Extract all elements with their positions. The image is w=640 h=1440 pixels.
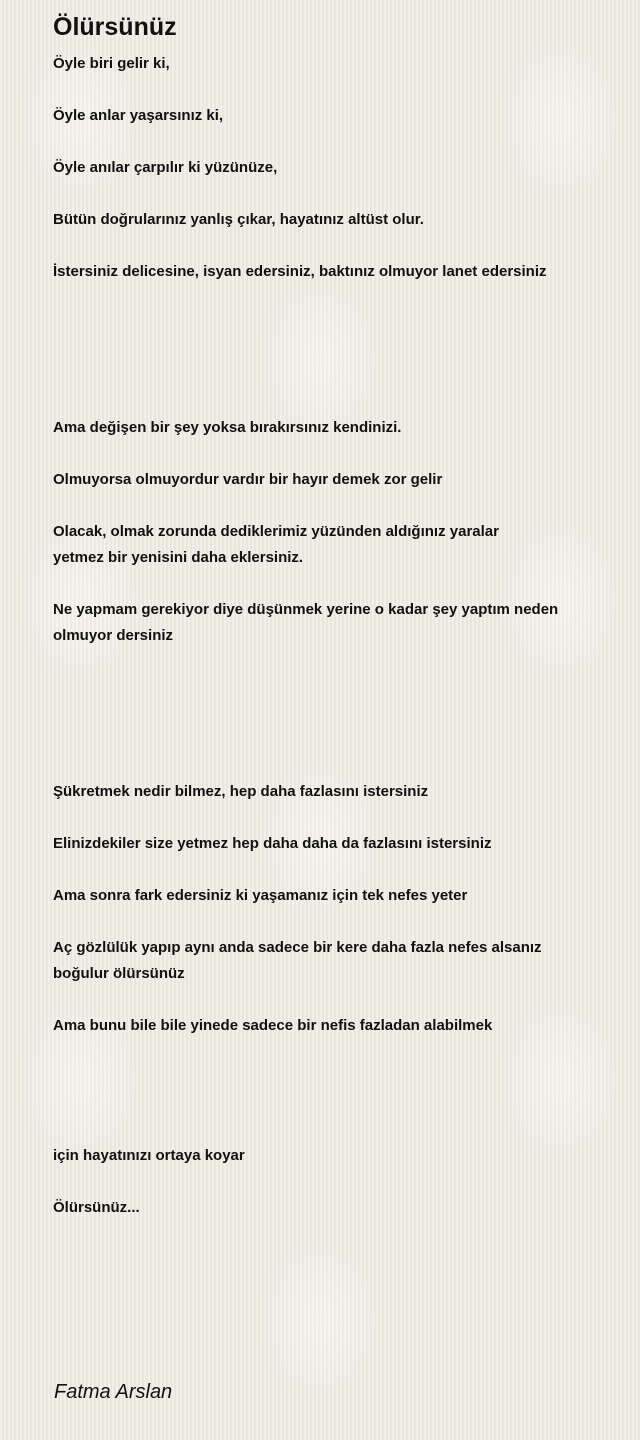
blank-line [53, 1117, 613, 1143]
blank-line [53, 1169, 613, 1195]
blank-line [53, 363, 613, 389]
poem-title: Ölürsünüz [53, 13, 177, 41]
blank-line [53, 181, 613, 207]
poem-line: Öyle biri gelir ki, [53, 55, 170, 72]
blank-line [53, 1065, 613, 1091]
blank-line [53, 129, 613, 155]
poem-line: İstersiniz delicesine, isyan edersiniz, baktınız olmuyor lanet edersiniz [53, 263, 547, 280]
poem-line: Ama sonra fark edersiniz ki yaşamanız için tek nefes yeter [53, 887, 468, 904]
blank-line [53, 285, 613, 311]
blank-line [53, 1091, 613, 1117]
poem-line: Bütün doğrularınız yanlış çıkar, hayatınız altüst olur. [53, 211, 424, 228]
blank-line [53, 337, 613, 363]
poem-line: Aç gözlülük yapıp aynı anda sadece bir kere daha fazla nefes alsanız [53, 939, 542, 956]
poem-line: Ama değişen bir şey yoksa bırakırsınız kendinizi. [53, 419, 402, 436]
poem-line: Şükretmek nedir bilmez, hep daha fazlasını istersiniz [53, 783, 429, 800]
blank-line [53, 753, 613, 779]
poem-author: Fatma Arslan [54, 1381, 173, 1403]
poem-line: Elinizdekiler size yetmez hep daha daha da fazlasını istersiniz [53, 835, 492, 852]
poem-line: Öyle anılar çarpılır ki yüzünüze, [53, 159, 278, 176]
poem-line: Olacak, olmak zorunda dediklerimiz yüzünden aldığınız yaralar [53, 523, 499, 540]
blank-line [53, 857, 613, 883]
blank-line [53, 311, 613, 337]
blank-line [53, 493, 613, 519]
blank-line [53, 909, 613, 935]
poem-line: Öyle anlar yaşarsınız ki, [53, 107, 224, 124]
poem-line: boğulur ölürsünüz [53, 965, 185, 982]
blank-line [53, 77, 613, 103]
poem-line: olmuyor dersiniz [53, 627, 174, 644]
blank-line [53, 233, 613, 259]
poem-line: Ne yapmam gerekiyor diye düşünmek yerine o kadar şey yaptım neden [53, 601, 559, 618]
blank-line [53, 987, 613, 1013]
poem-line: yetmez bir yenisini daha eklersiniz. [53, 549, 304, 566]
blank-line [53, 675, 613, 701]
blank-line [53, 1039, 613, 1065]
blank-line [53, 389, 613, 415]
blank-line [53, 649, 613, 675]
blank-line [53, 441, 613, 467]
poem-line: Ama bunu bile bile yinede sadece bir nefis fazladan alabilmek [53, 1017, 493, 1034]
poem-line: için hayatınızı ortaya koyar [53, 1147, 245, 1164]
blank-line [53, 571, 613, 597]
blank-line [53, 727, 613, 753]
blank-line [53, 701, 613, 727]
poem-line: Ölürsünüz... [53, 1199, 140, 1216]
poem-line: Olmuyorsa olmuyordur vardır bir hayır demek zor gelir [53, 471, 443, 488]
blank-line [53, 805, 613, 831]
poem-body [53, 51, 613, 1221]
